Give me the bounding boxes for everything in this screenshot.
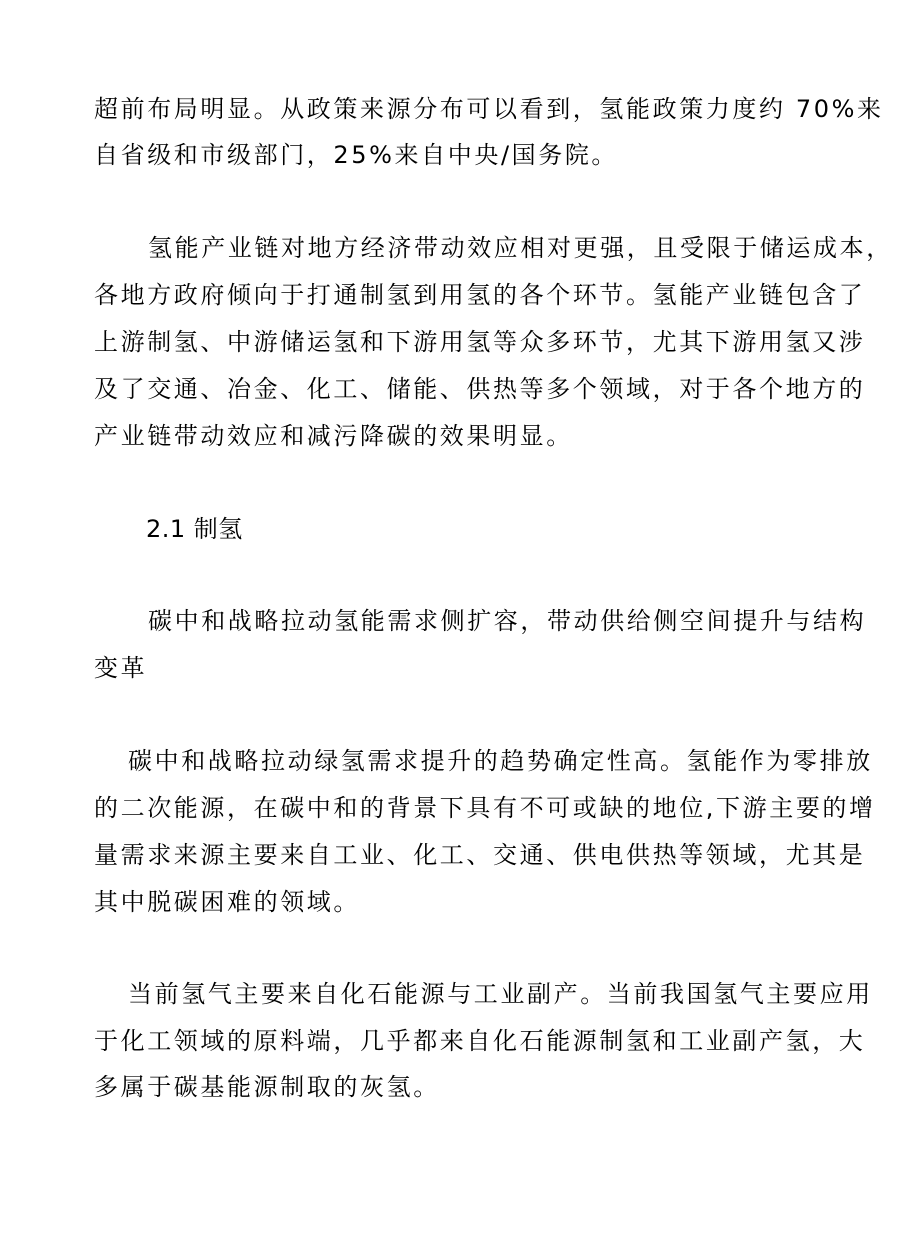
paragraph-1-line-1: 超前布局明显。从政策来源分布可以看到，氢能政策力度约 70%来	[94, 95, 884, 123]
paragraph-4-line-2: 于化工领域的原料端，几乎都来自化石能源制氢和工业副产氢，大	[94, 1027, 866, 1055]
paragraph-2-line-4: 及了交通、冶金、化工、储能、供热等多个领域，对于各个地方的	[94, 375, 866, 403]
subheading-line-2: 变革	[94, 654, 148, 682]
paragraph-3-line-4: 其中脱碳困难的领域。	[94, 888, 360, 916]
paragraph-4-line-3: 多属于碳基能源制取的灰氢。	[94, 1073, 440, 1101]
paragraph-4-line-1: 当前氢气主要来自化石能源与工业副产。当前我国氢气主要应用	[128, 980, 873, 1008]
section-heading: 2.1 制氢	[146, 515, 243, 543]
paragraph-2-line-3: 上游制氢、中游储运氢和下游用氢等众多环节，尤其下游用氢又涉	[94, 328, 866, 356]
paragraph-3-line-1: 碳中和战略拉动绿氢需求提升的趋势确定性高。氢能作为零排放	[128, 747, 873, 775]
paragraph-2-line-2: 各地方政府倾向于打通制氢到用氢的各个环节。氢能产业链包含了	[94, 281, 866, 309]
subheading-line-1: 碳中和战略拉动氢能需求侧扩容，带动供给侧空间提升与结构	[148, 607, 867, 635]
paragraph-3-line-2: 的二次能源，在碳中和的背景下具有不可或缺的地位,下游主要的增	[94, 794, 876, 822]
paragraph-2-line-1: 氢能产业链对地方经济带动效应相对更强，且受限于储运成本，	[148, 234, 893, 262]
paragraph-3-line-3: 量需求来源主要来自工业、化工、交通、供电供热等领域，尤其是	[94, 841, 866, 869]
paragraph-2-line-5: 产业链带动效应和减污降碳的效果明显。	[94, 422, 573, 450]
paragraph-1-line-2: 自省级和市级部门，25%来自中央/国务院。	[94, 141, 619, 169]
